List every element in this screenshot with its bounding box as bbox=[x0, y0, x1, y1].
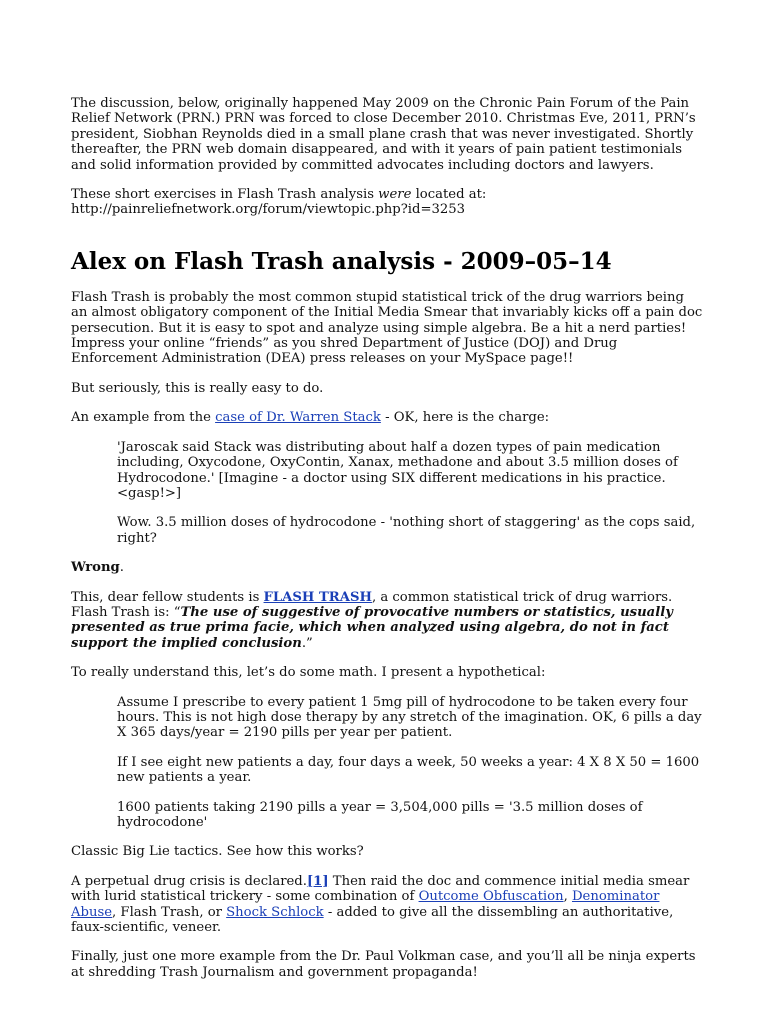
page-title: Alex on Flash Trash analysis - 2009–05–14 bbox=[71, 247, 612, 275]
outcome-obfuscation-link[interactable]: Outcome Obfuscation bbox=[418, 889, 564, 905]
source-text-em: were bbox=[378, 187, 412, 203]
denominator-abuse-link[interactable]: Denominator Abuse bbox=[71, 889, 660, 920]
flash-trash-link[interactable]: FLASH TRASH bbox=[263, 589, 372, 605]
p7-sep: , bbox=[563, 889, 572, 905]
shock-schlock-link[interactable]: Shock Schlock bbox=[226, 904, 324, 920]
p7-mid: Then raid the doc and commence initial media smear with lurid statistical trickery - some combination of bbox=[71, 873, 690, 905]
p7-before: A perpetual drug crisis is declared. bbox=[71, 873, 307, 889]
p4-mid: , a common statistical trick of drug warriors. Flash Trash is: “ bbox=[71, 589, 673, 620]
body-paragraph-1: Flash Trash is probably the most common stupid statistical trick of the drug warriors being an almost obligatory component of the Initial Media Smear that invariably kicks off a pain doc persecution. But it is easy to spot and analyze using simple algebra. Be a hit a nerd parties! Impress your online “friends” as you shred Department of Justice (DOJ) and Drug Enforcement Administration (DEA) press releases on your MySpace page!! bbox=[71, 289, 703, 367]
p3-after: - OK, here is the charge: bbox=[380, 410, 550, 426]
source-text-after: located at: bbox=[411, 187, 487, 203]
flash-trash-definition: The use of suggestive of provocative numbers or statistics, usually presented as true prima facie, which when analyzed using algebra, do not in fact support the implied conclusion bbox=[71, 604, 673, 651]
document-content bbox=[71, 96, 703, 994]
footnote-1-link[interactable]: [1] bbox=[306, 873, 329, 889]
source-paragraph bbox=[71, 187, 703, 218]
body-paragraph-2: But seriously, this is really easy to do. bbox=[71, 380, 324, 396]
definition-paragraph bbox=[71, 590, 703, 652]
intro-paragraph: The discussion, below, originally happened May 2009 on the Chronic Pain Forum of the Pain Relief Network (PRN.) PRN was forced to close December 2010. Christmas Eve, 2011, PRN’s president, Siobhan Reynolds died in a small plane crash that was never investigated. Shortly thereafter, the PRN web domain disappeared, and with it years of pain patient testimonials and solid information provided by committed advocates including doctors and lawyers. bbox=[71, 96, 696, 173]
quote-wow: Wow. 3.5 million doses of hydrocodone - 'nothing short of staggering' as the cops said, right? bbox=[117, 515, 696, 546]
body-paragraph-3 bbox=[71, 410, 703, 425]
p4-end: .” bbox=[301, 635, 313, 651]
body-paragraph-7 bbox=[71, 874, 703, 936]
source-url: http://painreliefnetwork.org/forum/viewtopic.php?id=3253 bbox=[71, 202, 466, 218]
quote-total: 1600 patients taking 2190 pills a year = 3,504,000 pills = '3.5 million doses of hydrocodone' bbox=[117, 799, 643, 830]
source-text-before: These short exercises in Flash Trash analysis bbox=[71, 187, 379, 203]
wrong-paragraph bbox=[71, 560, 703, 575]
p4-before: This, dear fellow students is bbox=[71, 589, 264, 605]
quote-patients: If I see eight new patients a day, four days a week, 50 weeks a year: 4 X 8 X 50 = 1600 new patients a year. bbox=[117, 754, 700, 786]
p7-after: - added to give all the dissembling an authoritative, faux-scientific, veneer. bbox=[71, 904, 674, 936]
body-paragraph-8: Finally, just one more example from the Dr. Paul Volkman case, and you’ll all be ninja experts at shredding Trash Journalism and government propaganda! bbox=[71, 949, 696, 980]
p3-before: An example from the bbox=[71, 410, 216, 426]
body-paragraph-5: To really understand this, let’s do some math. I present a hypothetical: bbox=[71, 665, 546, 681]
p7-mid2: , Flash Trash, or bbox=[112, 904, 227, 920]
wrong-dot: . bbox=[119, 560, 124, 576]
case-warren-stack-link[interactable]: case of Dr. Warren Stack bbox=[215, 410, 381, 426]
quote-prescription: Assume I prescribe to every patient 1 5mg pill of hydrocodone to be taken every four hours. This is not high dose therapy by any stretch of the imagination. OK, 6 pills a day X 365 days/year = 2190 pills per year per patient. bbox=[117, 694, 702, 741]
wrong-label: Wrong bbox=[71, 560, 120, 576]
quote-charge: 'Jaroscak said Stack was distributing about half a dozen types of pain medication including, Oxycodone, OxyContin, Xanax, methadone and about 3.5 million doses of Hydrocodone.' [Imagine - a doctor using SIX different medications in his practice. <gasp!>] bbox=[117, 439, 678, 501]
body-paragraph-6: Classic Big Lie tactics. See how this works? bbox=[71, 844, 364, 860]
